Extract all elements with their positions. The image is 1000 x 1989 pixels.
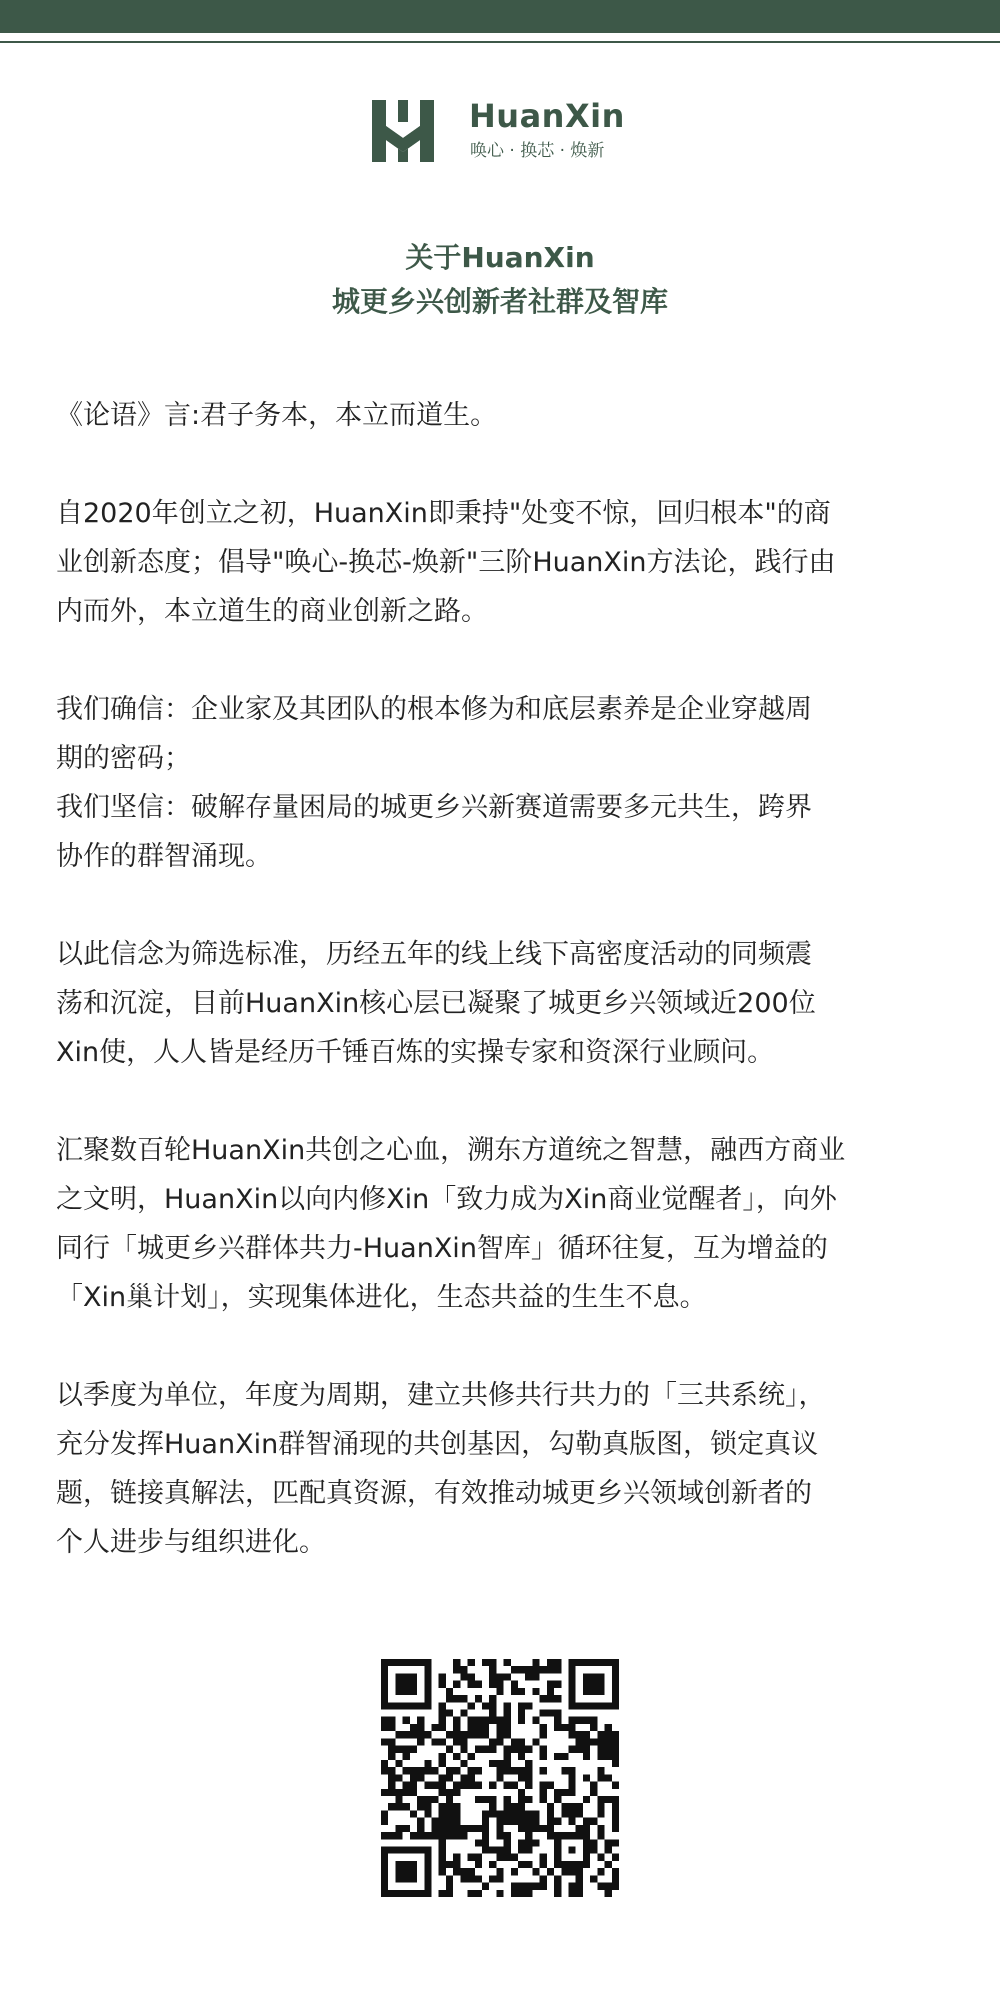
- title-line-1: 关于HuanXin: [405, 241, 595, 274]
- title-line-2: 城更乡兴创新者社群及智库: [331, 285, 668, 318]
- text-line: 内而外，本立道生的商业创新之路。: [56, 596, 488, 627]
- top-banner-bar: [0, 0, 1000, 33]
- paragraph: [56, 685, 946, 783]
- text-line: 充分发挥HuanXin群智涌现的共创基因，勾勒真版图，锁定真议: [56, 1429, 819, 1460]
- qr-code-icon: [381, 1659, 619, 1897]
- text-line: 期的密码；: [56, 743, 191, 774]
- text-line: 业创新态度；倡导"唤心-换芯-焕新"三阶HuanXin方法论，践行由: [56, 547, 836, 578]
- text-line: 「Xin巢计划」，实现集体进化，生态共益的生生不息。: [56, 1282, 707, 1313]
- text-line: 自2020年创立之初，HuanXin即秉持"处变不惊，回归根本"的商: [56, 498, 831, 529]
- brand-logo: [372, 96, 636, 168]
- paragraph: [56, 391, 946, 440]
- text-line: 我们坚信：破解存量困局的城更乡兴新赛道需要多元共生，跨界: [56, 792, 812, 823]
- page-title: [0, 236, 1000, 324]
- text-line: 题，链接真解法，匹配真资源，有效推动城更乡兴领域创新者的: [56, 1478, 812, 1509]
- text-line: Xin使，人人皆是经历千锤百炼的实操专家和资深行业顾问。: [56, 1037, 775, 1068]
- text-line: 我们确信：企业家及其团队的根本修为和底层素养是企业穿越周: [56, 694, 812, 725]
- text-line: 协作的群智涌现。: [56, 841, 272, 872]
- text-line: 荡和沉淀，目前HuanXin核心层已凝聚了城更乡兴领域近200位: [56, 988, 816, 1019]
- paragraph: [56, 930, 946, 1077]
- text-line: 个人进步与组织进化。: [56, 1527, 326, 1558]
- paragraph: [56, 1371, 946, 1567]
- paragraph: [56, 783, 946, 881]
- brand-slogan: 唤心 · 换芯 · 焕新: [470, 141, 605, 161]
- text-line: 汇聚数百轮HuanXin共创之心血，溯东方道统之智慧，融西方商业: [56, 1135, 846, 1166]
- text-line: 《论语》言:君子务本，本立而道生。: [56, 400, 498, 431]
- brand-name: HuanXin: [469, 97, 625, 135]
- text-line: 以此信念为筛选标准，历经五年的线上线下高密度活动的同频震: [56, 939, 812, 970]
- paragraph: [56, 489, 946, 636]
- text-line: 之文明，HuanXin以向内修Xin「致力成为Xin商业觉醒者」，向外: [56, 1184, 837, 1215]
- paragraph: [56, 1126, 946, 1322]
- article-body: [56, 391, 946, 1616]
- text-line: 以季度为单位，年度为周期，建立共修共行共力的「三共系统」，: [56, 1380, 826, 1411]
- text-line: 同行「城更乡兴群体共力-HuanXin智库」循环往复，互为增益的: [56, 1233, 828, 1264]
- top-divider-line: [0, 41, 1000, 43]
- h-monogram-logo-icon: [372, 100, 434, 162]
